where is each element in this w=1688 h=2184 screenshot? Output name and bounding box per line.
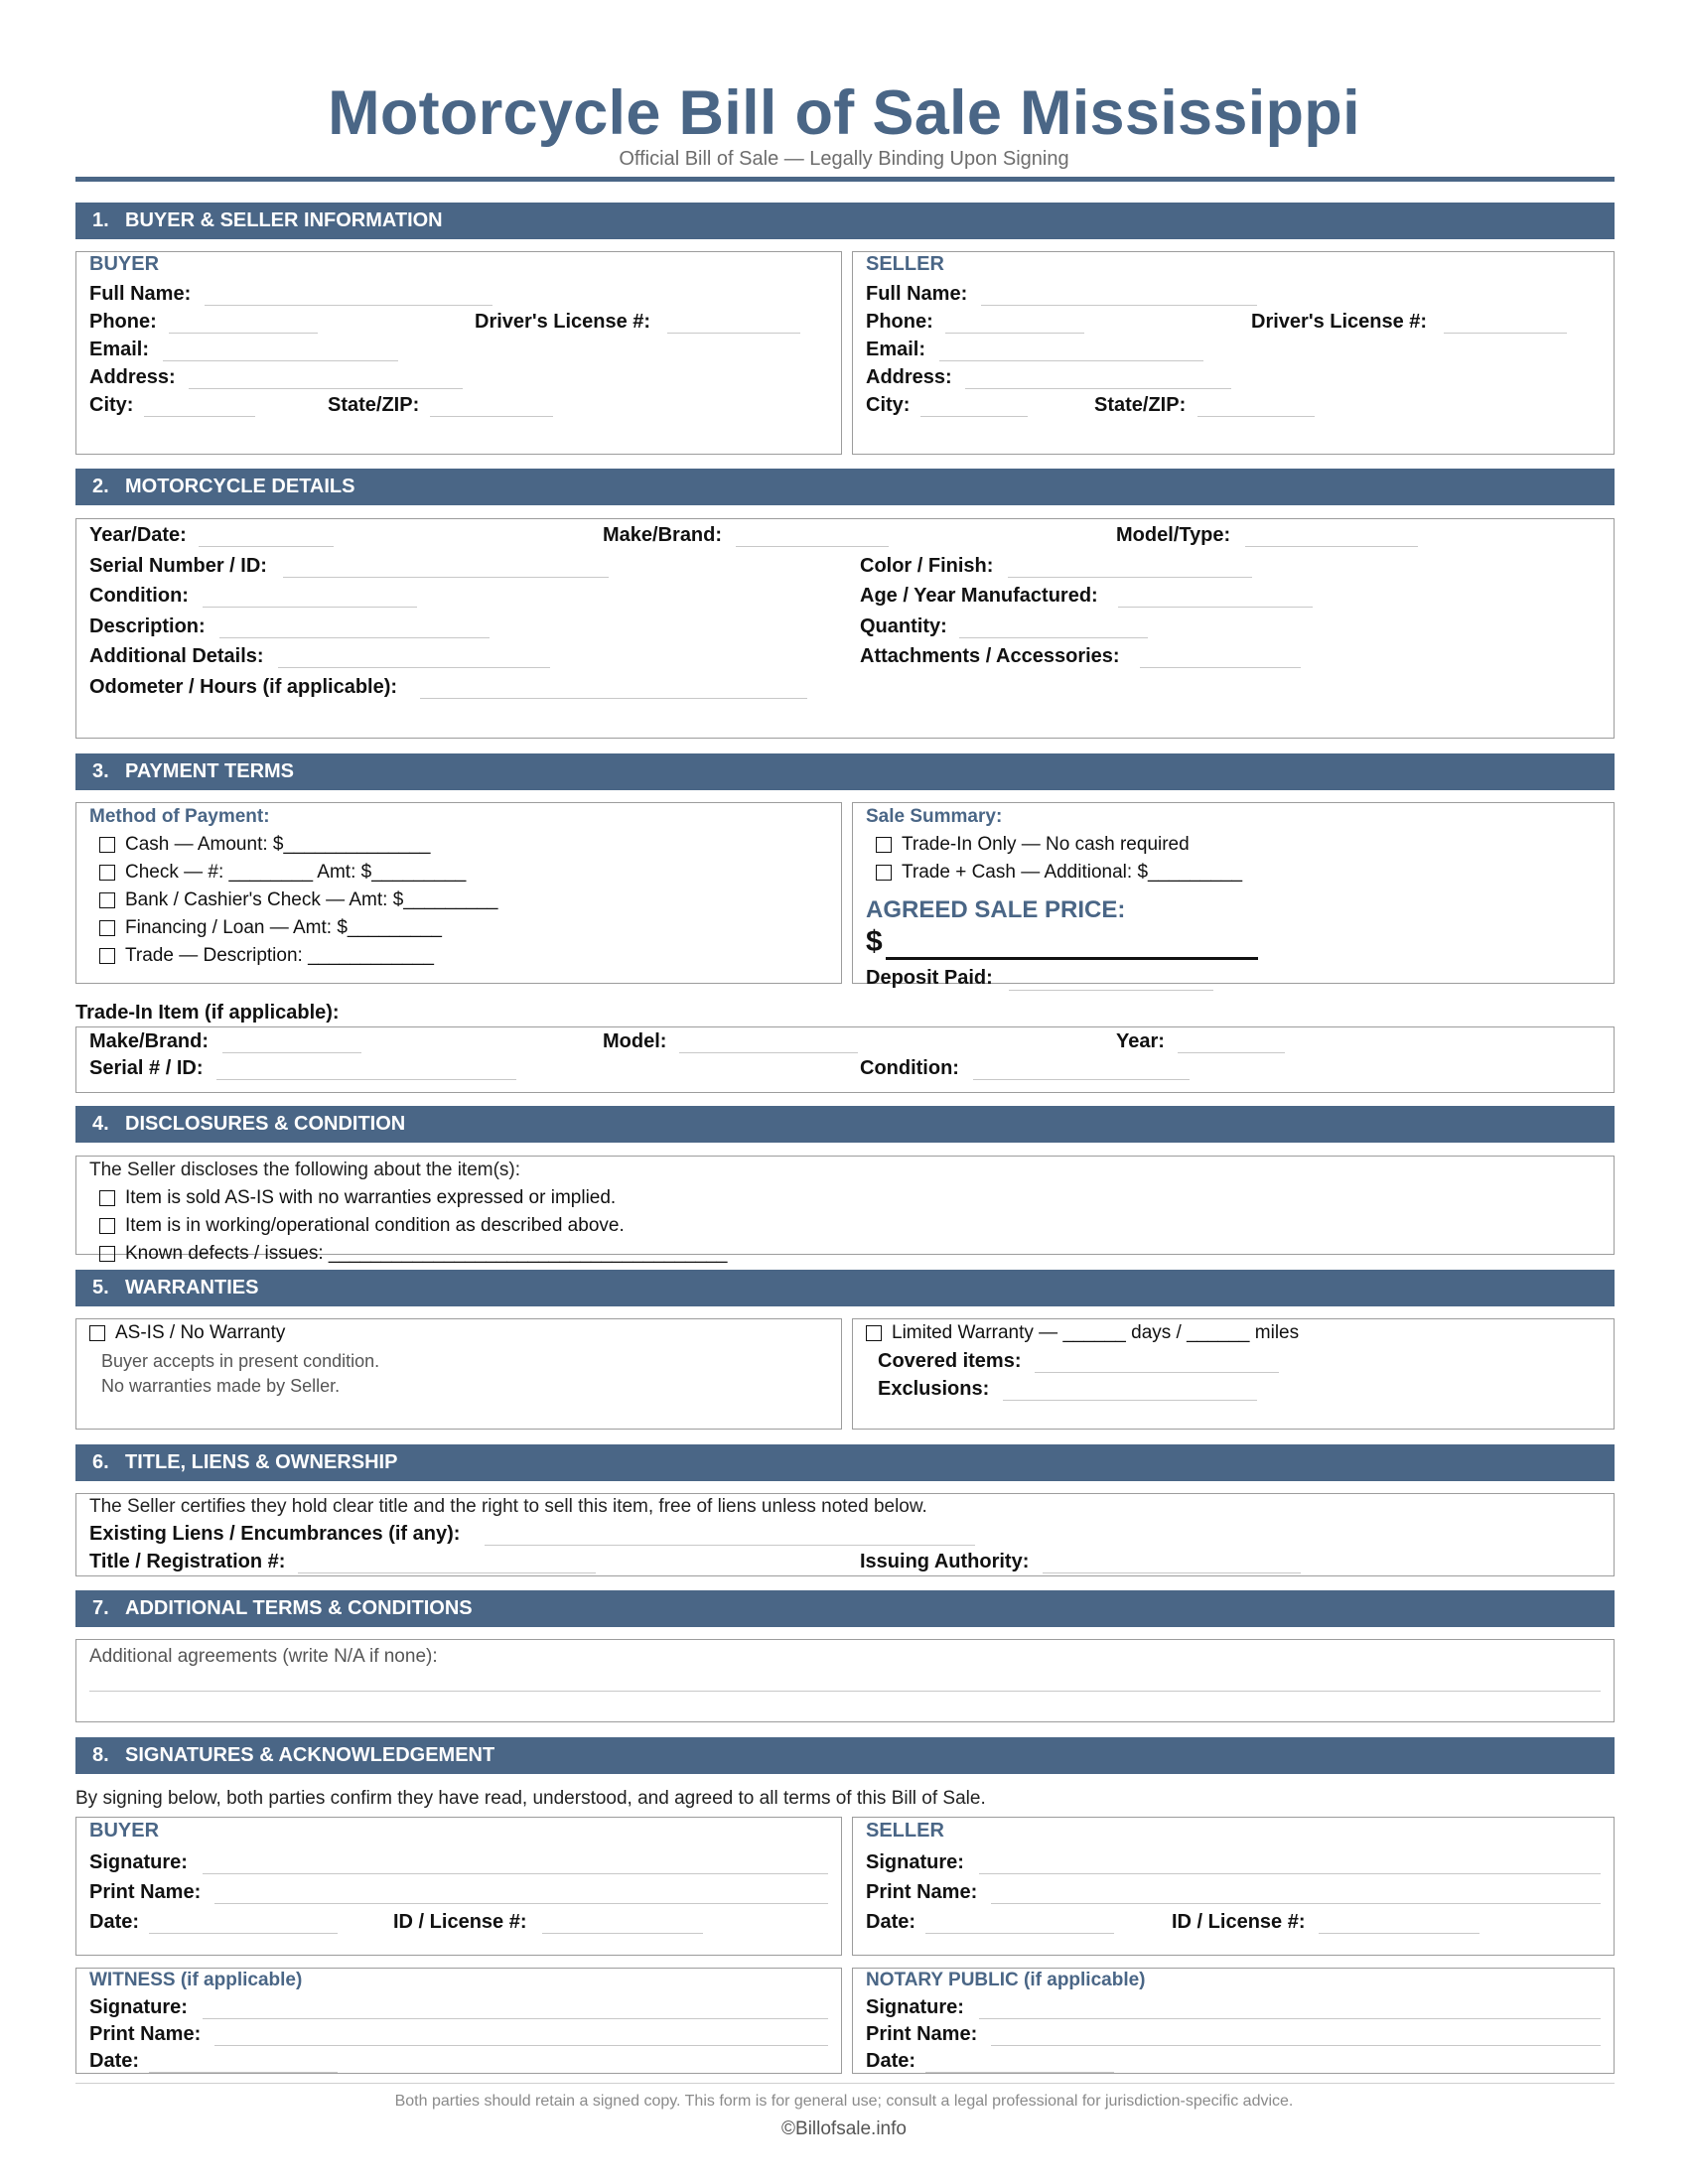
seller-heading: SELLER — [866, 253, 944, 275]
buyer-license-label: Driver's License #: — [475, 311, 651, 333]
sale-summary-heading: Sale Summary: — [866, 806, 1003, 827]
color-finish-label: Color / Finish: — [860, 555, 994, 577]
buyer-state-zip-label: State/ZIP: — [328, 394, 420, 416]
page-subtitle: Official Bill of Sale — Legally Binding Upon Signing — [619, 148, 1069, 170]
checkbox-icon — [99, 1190, 115, 1206]
disclosure-as-is[interactable]: Item is sold AS-IS with no warranties expressed or implied. — [99, 1186, 616, 1210]
trade-in-year-label: Year: — [1116, 1030, 1165, 1052]
method-of-payment-heading: Method of Payment: — [89, 806, 270, 827]
disclosures-intro: The Seller discloses the following about the item(s): — [89, 1160, 521, 1180]
covered-items-field[interactable] — [1035, 1372, 1279, 1373]
buyer-full-name-field[interactable] — [205, 305, 492, 306]
condition-field[interactable] — [203, 607, 417, 608]
checkbox-icon — [866, 1325, 882, 1341]
buyer-phone-field[interactable] — [169, 333, 318, 334]
additional-terms-field[interactable] — [89, 1691, 1601, 1692]
payment-option-financing[interactable]: Financing / Loan — Amt: $_________ — [99, 916, 442, 940]
buyer-print-name-label: Print Name: — [89, 1881, 202, 1903]
witness-heading: WITNESS (if applicable) — [89, 1970, 303, 1990]
section-header-title-liens: 6. TITLE, LIENS & OWNERSHIP — [75, 1444, 1615, 1481]
trade-in-serial-field[interactable] — [216, 1079, 516, 1080]
seller-phone-label: Phone: — [866, 311, 933, 333]
motorcycle-details-box — [75, 518, 1615, 739]
trade-in-model-label: Model: — [603, 1030, 667, 1052]
trade-in-year-field[interactable] — [1178, 1052, 1285, 1053]
trade-in-condition-field[interactable] — [973, 1079, 1190, 1080]
seller-signature-label: Signature: — [866, 1851, 964, 1873]
description-field[interactable] — [219, 637, 490, 638]
payment-option-bank-check[interactable]: Bank / Cashier's Check — Amt: $_________ — [99, 888, 497, 912]
buyer-date-field[interactable] — [149, 1933, 338, 1934]
odometer-field[interactable] — [420, 698, 807, 699]
deposit-paid-field[interactable] — [1009, 990, 1213, 991]
seller-license-label: Driver's License #: — [1251, 311, 1428, 333]
footer-divider — [75, 2083, 1615, 2084]
serial-number-field[interactable] — [283, 577, 609, 578]
checkbox-icon — [99, 892, 115, 908]
seller-address-label: Address: — [866, 366, 952, 388]
exclusions-label: Exclusions: — [878, 1378, 990, 1400]
buyer-signature-label: Signature: — [89, 1851, 188, 1873]
trade-in-heading: Trade-In Item (if applicable): — [75, 1002, 340, 1024]
seller-city-field[interactable] — [920, 416, 1028, 417]
trade-in-make-field[interactable] — [222, 1052, 361, 1053]
checkbox-icon — [876, 865, 892, 881]
notary-signature-field[interactable] — [979, 2018, 1601, 2019]
seller-print-name-field[interactable] — [991, 1903, 1601, 1904]
age-year-label: Age / Year Manufactured: — [860, 585, 1098, 607]
trade-in-box — [75, 1026, 1615, 1093]
exclusions-field[interactable] — [1003, 1400, 1257, 1401]
checkbox-icon — [99, 920, 115, 936]
agreed-sale-price-field[interactable] — [886, 957, 1258, 960]
payment-option-check[interactable]: Check — #: ________ Amt: $_________ — [99, 861, 466, 885]
checkbox-icon — [876, 837, 892, 853]
buyer-email-field[interactable] — [163, 360, 398, 361]
checkbox-icon — [99, 865, 115, 881]
witness-signature-field[interactable] — [203, 2018, 828, 2019]
notary-print-name-field[interactable] — [991, 2045, 1601, 2046]
section-header-payment-terms: 3. PAYMENT TERMS — [75, 753, 1615, 790]
dollar-sign: $ — [866, 925, 883, 958]
buyer-id-license-label: ID / License #: — [393, 1911, 527, 1933]
buyer-heading: BUYER — [89, 253, 160, 275]
seller-state-zip-field[interactable] — [1197, 416, 1315, 417]
payment-option-cash[interactable]: Cash — Amount: $______________ — [99, 833, 430, 857]
section-header-signatures: 8. SIGNATURES & ACKNOWLEDGEMENT — [75, 1737, 1615, 1774]
buyer-address-field[interactable] — [189, 388, 463, 389]
buyer-signature-heading: BUYER — [89, 1820, 160, 1842]
existing-liens-label: Existing Liens / Encumbrances (if any): — [89, 1523, 461, 1545]
buyer-city-label: City: — [89, 394, 134, 416]
title-certification-text: The Seller certifies they hold clear title and the right to sell this item, free of liens unless noted below. — [89, 1496, 927, 1517]
witness-signature-label: Signature: — [89, 1996, 188, 2018]
buyer-license-field[interactable] — [667, 333, 800, 334]
seller-license-field[interactable] — [1444, 333, 1567, 334]
title-registration-label: Title / Registration #: — [89, 1551, 286, 1572]
signatures-confirmation-text: By signing below, both parties confirm they have read, understood, and agreed to all terms of this Bill of Sale. — [75, 1788, 986, 1809]
year-date-field[interactable] — [199, 546, 334, 547]
notary-date-field[interactable] — [925, 2072, 1114, 2073]
witness-date-label: Date: — [89, 2050, 140, 2072]
witness-print-name-field[interactable] — [214, 2045, 828, 2046]
witness-print-name-label: Print Name: — [89, 2023, 202, 2045]
seller-print-name-label: Print Name: — [866, 1881, 978, 1903]
trade-in-serial-label: Serial # / ID: — [89, 1057, 204, 1079]
seller-full-name-label: Full Name: — [866, 283, 968, 305]
seller-id-license-label: ID / License #: — [1172, 1911, 1306, 1933]
footer-copyright: ©Billofsale.info — [781, 2118, 907, 2139]
notary-heading: NOTARY PUBLIC (if applicable) — [866, 1970, 1146, 1990]
disclosure-known-defects[interactable]: Known defects / issues: ______________________________________ — [99, 1242, 727, 1266]
make-brand-label: Make/Brand: — [603, 524, 723, 546]
additional-details-label: Additional Details: — [89, 645, 264, 667]
seller-id-license-field[interactable] — [1319, 1933, 1479, 1934]
seller-email-field[interactable] — [939, 360, 1203, 361]
issuing-authority-label: Issuing Authority: — [860, 1551, 1030, 1572]
condition-label: Condition: — [89, 585, 189, 607]
asis-note-2: No warranties made by Seller. — [101, 1376, 341, 1396]
attachments-field[interactable] — [1140, 667, 1301, 668]
seller-state-zip-label: State/ZIP: — [1094, 394, 1187, 416]
notary-date-label: Date: — [866, 2050, 916, 2072]
seller-email-label: Email: — [866, 339, 926, 360]
buyer-full-name-label: Full Name: — [89, 283, 192, 305]
warranty-option-asis[interactable]: AS-IS / No Warranty — [89, 1321, 285, 1345]
quantity-label: Quantity: — [860, 615, 947, 637]
age-year-field[interactable] — [1118, 607, 1313, 608]
seller-signature-heading: SELLER — [866, 1820, 944, 1842]
section-header-warranties: 5. WARRANTIES — [75, 1270, 1615, 1306]
notary-signature-label: Signature: — [866, 1996, 964, 2018]
additional-terms-prompt: Additional agreements (write N/A if none): — [89, 1646, 438, 1667]
buyer-print-name-field[interactable] — [214, 1903, 828, 1904]
issuing-authority-field[interactable] — [1043, 1572, 1301, 1573]
notary-print-name-label: Print Name: — [866, 2023, 978, 2045]
agreed-sale-price-label: AGREED SALE PRICE: — [866, 896, 1126, 923]
additional-details-field[interactable] — [278, 667, 550, 668]
witness-date-field[interactable] — [149, 2072, 338, 2073]
payment-option-trade[interactable]: Trade — Description: ____________ — [99, 944, 434, 968]
summary-option-trade-cash[interactable]: Trade + Cash — Additional: $_________ — [876, 861, 1242, 885]
section-header-disclosures: 4. DISCLOSURES & CONDITION — [75, 1106, 1615, 1143]
checkbox-icon — [99, 1246, 115, 1262]
checkbox-icon — [99, 948, 115, 964]
buyer-address-label: Address: — [89, 366, 176, 388]
deposit-paid-label: Deposit Paid: — [866, 967, 993, 989]
odometer-label: Odometer / Hours (if applicable): — [89, 676, 398, 698]
color-finish-field[interactable] — [1008, 577, 1252, 578]
title-registration-field[interactable] — [298, 1572, 596, 1573]
buyer-email-label: Email: — [89, 339, 150, 360]
seller-date-label: Date: — [866, 1911, 916, 1933]
seller-phone-field[interactable] — [945, 333, 1084, 334]
seller-address-field[interactable] — [965, 388, 1231, 389]
year-date-label: Year/Date: — [89, 524, 187, 546]
page-title: Motorcycle Bill of Sale Mississippi — [328, 78, 1360, 148]
buyer-signature-field[interactable] — [203, 1873, 828, 1874]
title-divider — [75, 177, 1615, 182]
description-label: Description: — [89, 615, 206, 637]
footer-note: Both parties should retain a signed copy. This form is for general use; consult a legal professional for jurisdiction-specific advice. — [394, 2093, 1294, 2110]
checkbox-icon — [99, 1218, 115, 1234]
summary-option-trade-only[interactable]: Trade-In Only — No cash required — [876, 833, 1190, 857]
existing-liens-field[interactable] — [485, 1545, 975, 1546]
trade-in-model-field[interactable] — [679, 1052, 858, 1053]
trade-in-condition-label: Condition: — [860, 1057, 959, 1079]
section-header-buyer-seller: 1. BUYER & SELLER INFORMATION — [75, 203, 1615, 239]
model-type-label: Model/Type: — [1116, 524, 1231, 546]
serial-number-label: Serial Number / ID: — [89, 555, 267, 577]
buyer-phone-label: Phone: — [89, 311, 157, 333]
seller-date-field[interactable] — [925, 1933, 1114, 1934]
make-brand-field[interactable] — [736, 546, 889, 547]
warranty-option-limited[interactable]: Limited Warranty — ______ days / ______ miles — [866, 1321, 1299, 1345]
buyer-state-zip-field[interactable] — [430, 416, 553, 417]
section-header-motorcycle-details: 2. MOTORCYCLE DETAILS — [75, 469, 1615, 505]
asis-note-1: Buyer accepts in present condition. — [101, 1351, 380, 1371]
seller-signature-field[interactable] — [979, 1873, 1601, 1874]
buyer-id-license-field[interactable] — [542, 1933, 703, 1934]
seller-full-name-field[interactable] — [981, 305, 1257, 306]
checkbox-icon — [89, 1325, 105, 1341]
trade-in-make-label: Make/Brand: — [89, 1030, 210, 1052]
seller-city-label: City: — [866, 394, 911, 416]
checkbox-icon — [99, 837, 115, 853]
model-type-field[interactable] — [1245, 546, 1418, 547]
covered-items-label: Covered items: — [878, 1350, 1022, 1372]
buyer-city-field[interactable] — [144, 416, 255, 417]
section-header-additional-terms: 7. ADDITIONAL TERMS & CONDITIONS — [75, 1590, 1615, 1627]
disclosure-working-condition[interactable]: Item is in working/operational condition as described above. — [99, 1214, 625, 1238]
attachments-label: Attachments / Accessories: — [860, 645, 1120, 667]
buyer-date-label: Date: — [89, 1911, 140, 1933]
quantity-field[interactable] — [959, 637, 1148, 638]
